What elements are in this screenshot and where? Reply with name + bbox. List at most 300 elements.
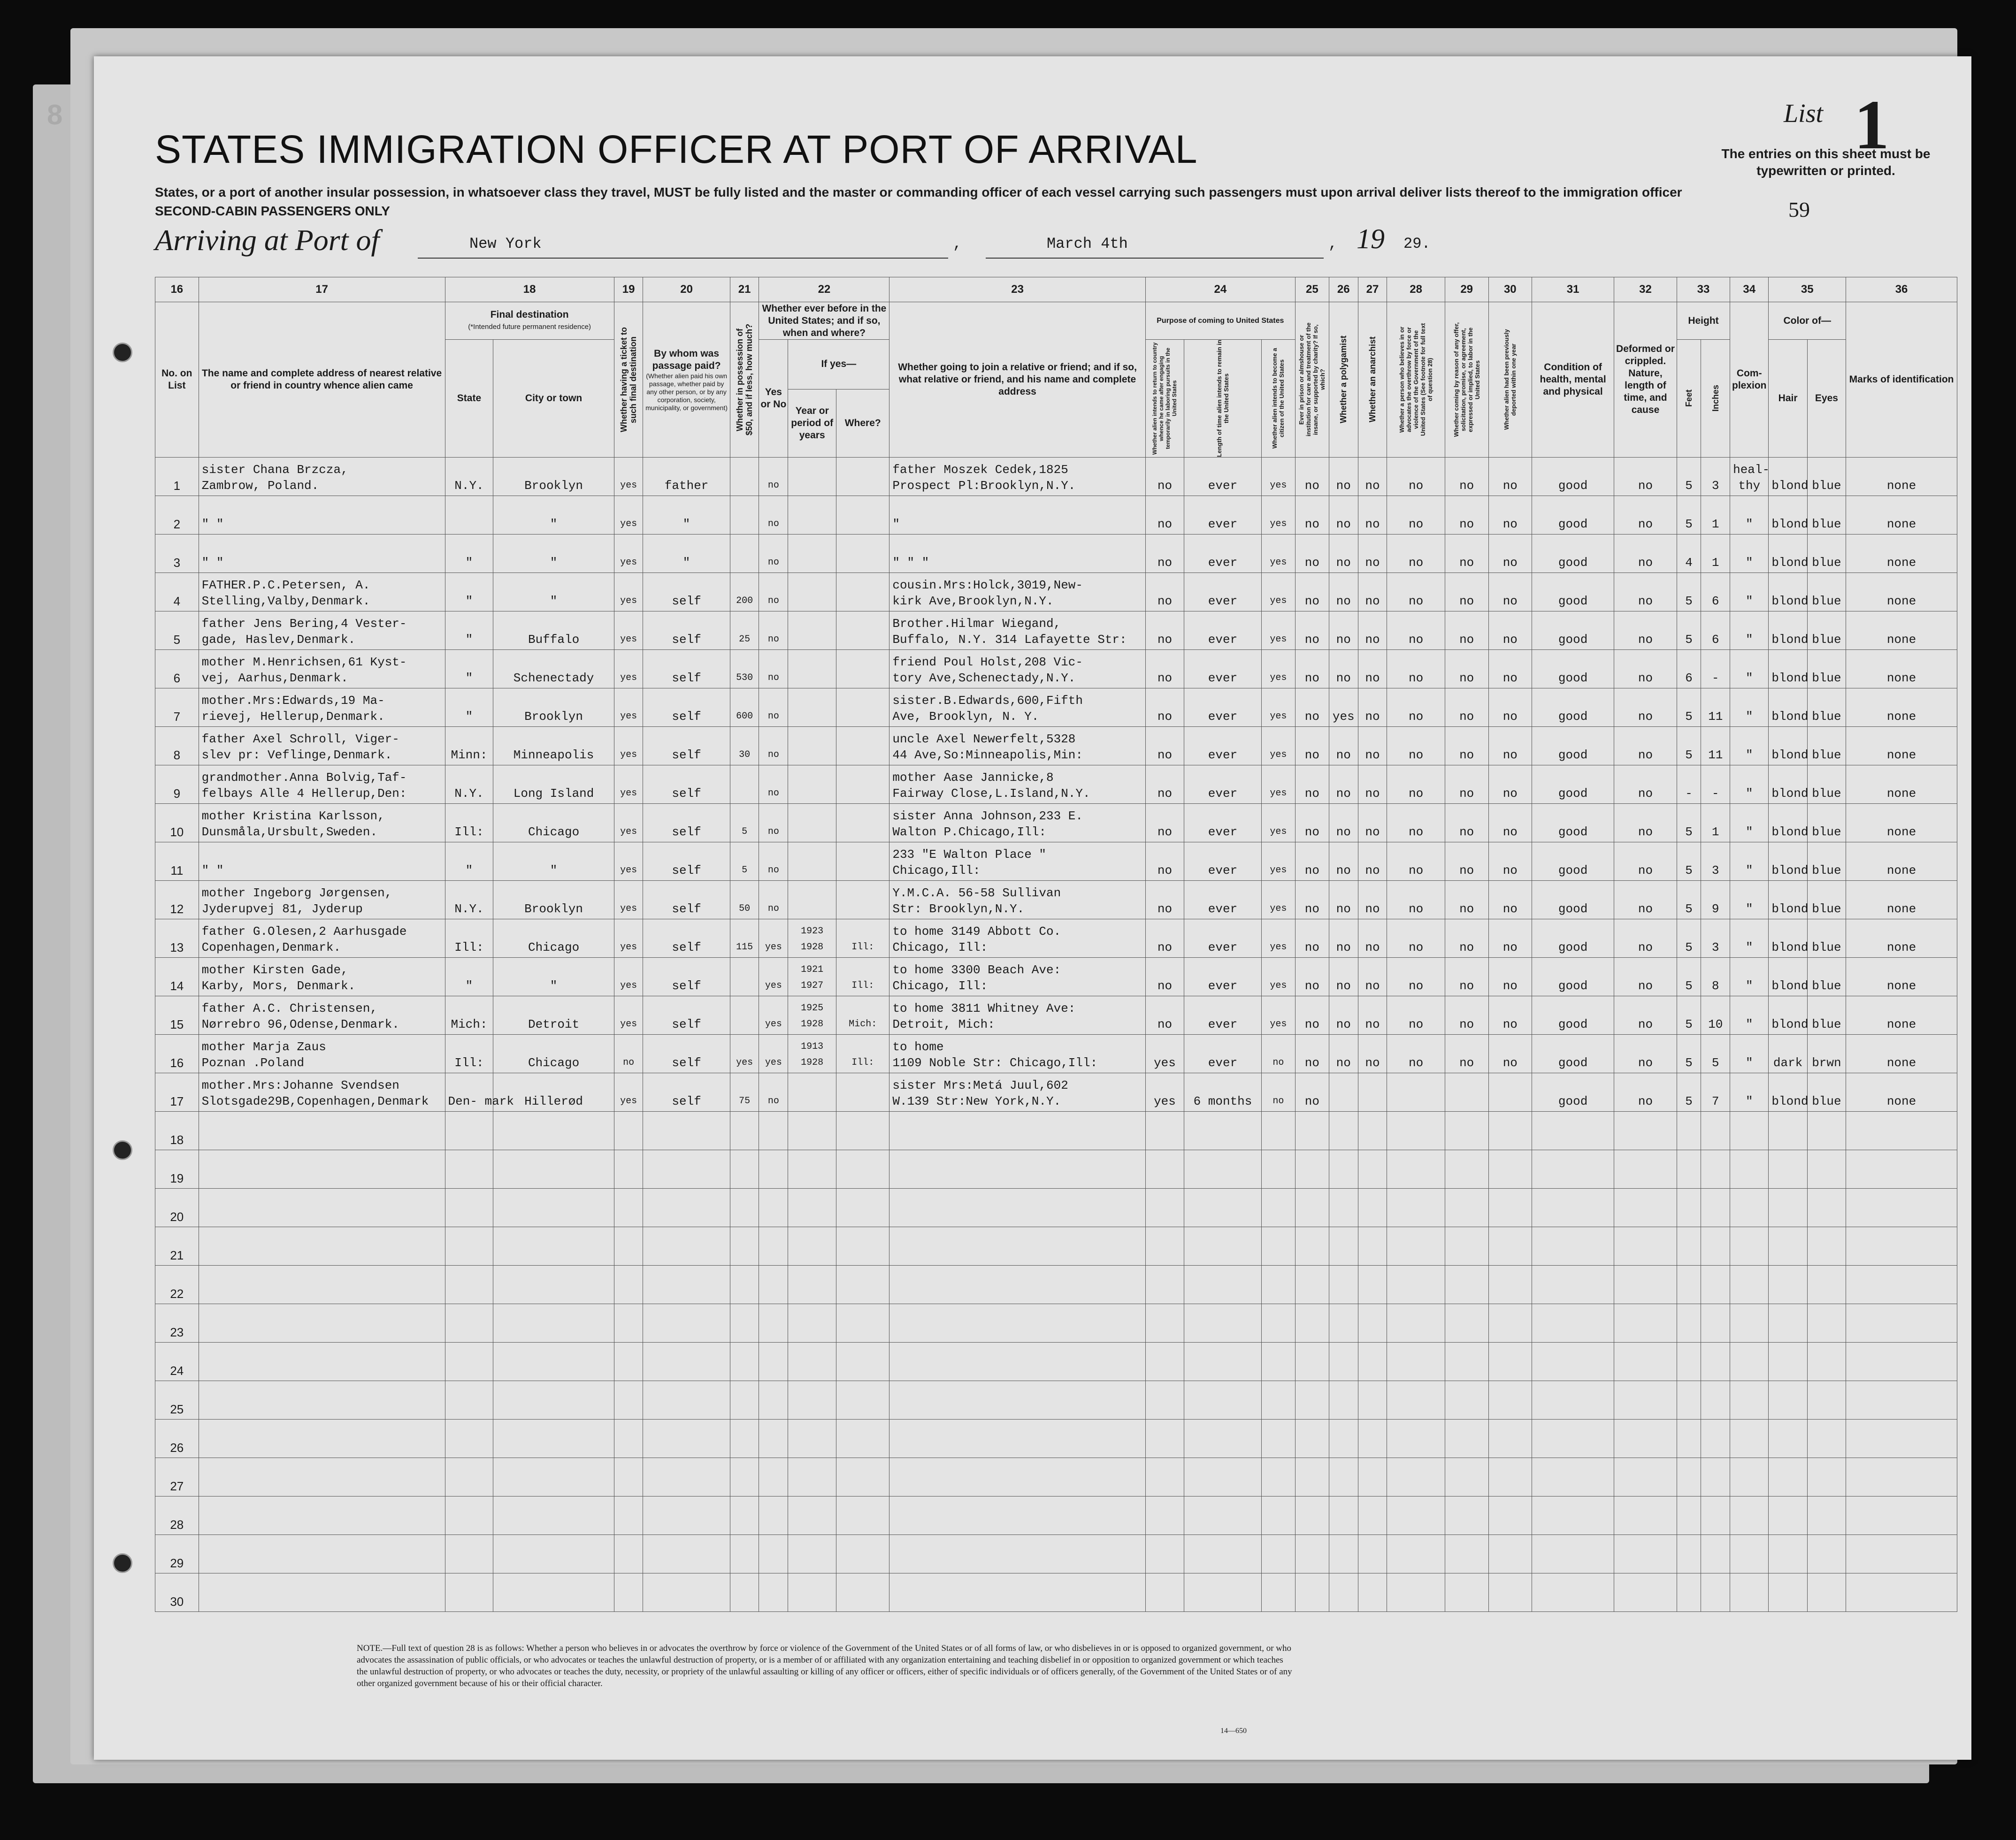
cell-length: ever: [1184, 881, 1262, 919]
header-city: City or town: [493, 340, 614, 458]
cell-anar: no: [1358, 650, 1387, 688]
cell-q28: [1387, 1573, 1445, 1612]
cell-eyes: blue: [1807, 458, 1846, 496]
cell-citizen: yes: [1261, 919, 1295, 958]
header-row-1: [155, 302, 1957, 340]
cell-ticket: [614, 1458, 643, 1496]
cell-city: [493, 1112, 614, 1150]
date-value: March 4th: [1047, 235, 1128, 252]
cell-inches: 3: [1701, 919, 1730, 958]
cell-state: ": [445, 573, 493, 611]
q28-label: Whether a person who believes in or advocates the overthrow by force or violence of the Government of the United States (See footnote for full text of question 28): [1398, 323, 1434, 436]
header-notice: [155, 183, 1751, 221]
cell-return: [1145, 1343, 1184, 1381]
cell-length: [1184, 1381, 1262, 1420]
col-number: 23: [889, 277, 1145, 302]
cell-hair: blond: [1769, 919, 1807, 958]
cell-ticket: [614, 1343, 643, 1381]
cell-eyes: [1807, 1458, 1846, 1496]
cell-where: [836, 534, 889, 573]
cell-city: ": [493, 496, 614, 534]
table-row: [155, 727, 1957, 765]
cell-join-line2: ": [892, 517, 900, 531]
header-relative: The name and complete address of nearest relative or friend in country whence alien came: [199, 302, 445, 458]
cell-anar: [1358, 1458, 1387, 1496]
cell-before: no: [759, 458, 788, 496]
cell-deformed: no: [1614, 611, 1677, 650]
cell-poly: [1329, 1227, 1358, 1266]
cell-city: Chicago: [493, 1035, 614, 1073]
inches-label: Inches: [1710, 385, 1720, 412]
cell-paid: self: [643, 1073, 730, 1112]
cell-money: [730, 1304, 759, 1343]
cell-no: 8: [155, 727, 199, 765]
cell-before: no: [759, 573, 788, 611]
cell-rel-line1: mother Ingeborg Jørgensen,: [201, 886, 392, 900]
cell-eyes: blue: [1807, 534, 1846, 573]
cell-return: no: [1145, 458, 1184, 496]
cell-eyes: [1807, 1227, 1846, 1266]
table-row-empty: [155, 1535, 1957, 1573]
cell-length: [1184, 1420, 1262, 1458]
cell-join-line1: Brother.Hilmar Wiegand,: [892, 617, 1061, 631]
cell-ticket: [614, 1420, 643, 1458]
cell-health: [1532, 1573, 1614, 1612]
punch-hole: [113, 343, 132, 362]
cell-money: [730, 1573, 759, 1612]
cell-feet: [1677, 1266, 1701, 1304]
cell-complexion: [1730, 1112, 1769, 1150]
cell-poly: no: [1329, 919, 1358, 958]
cell-where: [836, 1266, 889, 1304]
header-if-yes: If yes—: [788, 340, 889, 389]
cell-state: [445, 1420, 493, 1458]
cell-citizen: no: [1261, 1035, 1295, 1073]
cell-q28: [1387, 1304, 1445, 1343]
cell-complexion: [1730, 1304, 1769, 1343]
cell-no: 10: [155, 804, 199, 842]
cell-q28: no: [1387, 765, 1445, 804]
cell-complexion: heal- thy: [1730, 458, 1769, 496]
cell-money: [730, 996, 759, 1035]
cell-hair: blond: [1769, 727, 1807, 765]
cell-citizen: no: [1261, 1073, 1295, 1112]
cell-feet: [1677, 1227, 1701, 1266]
cell-no: 26: [155, 1420, 199, 1458]
header-purpose-c: [1261, 340, 1295, 458]
footnote: NOTE.—Full text of question 28 is as follows: Whether a person who believes in or advocates the overthrow by force or violence of the Government of the United States or of all forms of law, or who disbelieves in or is opposed to organized government, or who advocates the assassination of public officials, or who advocates or teaches the unlawful destruction of property, or is a member of or affiliated with any organization entertaining and teaching disbelief in or opposition to organized government or which teaches the unlawful destruction of property, or who advocates or teaches the duty, necessity, or propriety of the unlawful assaulting or killing of any officer or officers, either of specific individuals or of officers generally, of the Government of the United States or of any other organized government because of his or their official character.: [357, 1643, 1292, 1688]
table-row-empty: [155, 1150, 1957, 1189]
cell-state: N.Y.: [445, 765, 493, 804]
cell-paid: self: [643, 919, 730, 958]
cell-deformed: [1614, 1496, 1677, 1535]
cell-length: [1184, 1112, 1262, 1150]
cell-q30: no: [1488, 804, 1532, 842]
cell-q28: no: [1387, 919, 1445, 958]
cell-marks: [1846, 1496, 1957, 1535]
cell-marks: none: [1846, 881, 1957, 919]
cell-q30: [1488, 1535, 1532, 1573]
cell-eyes: blue: [1807, 881, 1846, 919]
cell-city: [493, 1266, 614, 1304]
cell-length: [1184, 1573, 1262, 1612]
cell-year: [788, 881, 836, 919]
cell-complexion: ": [1730, 881, 1769, 919]
cell-money: [730, 458, 759, 496]
cell-eyes: blue: [1807, 1073, 1846, 1112]
cell-ticket: yes: [614, 804, 643, 842]
cell-q29: no: [1445, 919, 1488, 958]
cell-ticket: yes: [614, 650, 643, 688]
cell-rel: [199, 1535, 445, 1573]
cell-complexion: [1730, 1381, 1769, 1420]
cell-q28: [1387, 1266, 1445, 1304]
cell-join-line1: sister Anna Johnson,233 E.: [892, 809, 1083, 823]
cell-q29: [1445, 1073, 1488, 1112]
table-row-empty: [155, 1304, 1957, 1343]
cell-marks: [1846, 1112, 1957, 1150]
cell-paid: self: [643, 1035, 730, 1073]
cell-where: [836, 1420, 889, 1458]
col-number: 27: [1358, 277, 1387, 302]
cell-q28: [1387, 1535, 1445, 1573]
passage-label: By whom was passage paid?: [652, 348, 721, 371]
cell-hair: blond: [1769, 650, 1807, 688]
cell-q28: [1387, 1496, 1445, 1535]
cell-no: 14: [155, 958, 199, 996]
cell-q29: [1445, 1420, 1488, 1458]
punch-hole: [113, 1553, 132, 1573]
cell-q28: no: [1387, 996, 1445, 1035]
col-number: 31: [1532, 277, 1614, 302]
cell-health: good: [1532, 1035, 1614, 1073]
cell-inches: [1701, 1266, 1730, 1304]
cell-health: [1532, 1381, 1614, 1420]
cell-before: [759, 1112, 788, 1150]
cell-city: [493, 1458, 614, 1496]
cell-ticket: yes: [614, 496, 643, 534]
cell-rel: [199, 842, 445, 881]
table-row: [155, 996, 1957, 1035]
cell-return: [1145, 1420, 1184, 1458]
cell-q28: [1387, 1189, 1445, 1227]
cell-citizen: [1261, 1535, 1295, 1573]
cell-money: [730, 1227, 759, 1266]
cell-where: [836, 765, 889, 804]
cell-poly: no: [1329, 496, 1358, 534]
cell-eyes: blue: [1807, 688, 1846, 727]
cell-anar: no: [1358, 688, 1387, 727]
cell-q30: no: [1488, 765, 1532, 804]
table-row-empty: [155, 1381, 1957, 1420]
cell-state: [445, 1381, 493, 1420]
cell-paid: [643, 1458, 730, 1496]
cell-deformed: no: [1614, 534, 1677, 573]
cell-citizen: [1261, 1266, 1295, 1304]
polygamist-label: Whether a polygamist: [1339, 336, 1349, 424]
header-passage: [643, 302, 730, 458]
cell-health: good: [1532, 458, 1614, 496]
cell-q30: [1488, 1343, 1532, 1381]
manifest-sheet: [94, 56, 1971, 1760]
cell-q29: [1445, 1573, 1488, 1612]
cell-q29: no: [1445, 842, 1488, 881]
cell-before: [759, 1266, 788, 1304]
table-row-empty: [155, 1189, 1957, 1227]
cell-deformed: [1614, 1535, 1677, 1573]
cell-no: 19: [155, 1150, 199, 1189]
cell-rel-line1: mother Kristina Karlsson,: [201, 809, 385, 823]
cell-rel-line1: mother Kirsten Gade,: [201, 963, 348, 977]
cell-no: 29: [155, 1535, 199, 1573]
cell-inches: [1701, 1381, 1730, 1420]
cell-complexion: ": [1730, 650, 1769, 688]
cell-poly: no: [1329, 611, 1358, 650]
cell-inches: [1701, 1343, 1730, 1381]
cell-paid: [643, 1227, 730, 1266]
cell-poly: [1329, 1573, 1358, 1612]
cell-ticket: [614, 1189, 643, 1227]
cell-before: no: [759, 765, 788, 804]
cell-paid: father: [643, 458, 730, 496]
cell-join-line2: Chicago,Ill:: [892, 863, 981, 878]
cell-state: Mich:: [445, 996, 493, 1035]
cell-no: 22: [155, 1266, 199, 1304]
cell-join-line2: Detroit, Mich:: [892, 1017, 995, 1031]
cell-hair: blond: [1769, 496, 1807, 534]
table-row: [155, 1035, 1957, 1073]
cell-rel-line2: " ": [201, 517, 224, 531]
cell-paid: self: [643, 727, 730, 765]
cell-year: [788, 611, 836, 650]
cell-feet: 5: [1677, 611, 1701, 650]
cell-rel: [199, 1266, 445, 1304]
cell-rel: [199, 1227, 445, 1266]
cell-city: ": [493, 958, 614, 996]
cell-return: no: [1145, 727, 1184, 765]
cell-deformed: [1614, 1227, 1677, 1266]
cell-where: [836, 842, 889, 881]
sheet-header: [94, 56, 1971, 263]
punch-hole: [113, 1140, 132, 1160]
cell-q30: no: [1488, 534, 1532, 573]
col-number: 25: [1295, 277, 1329, 302]
cell-paid: [643, 1496, 730, 1535]
cell-year: [788, 1266, 836, 1304]
cell-year: [788, 496, 836, 534]
cell-join: [889, 1266, 1145, 1304]
cell-ticket: [614, 1304, 643, 1343]
col-number: 32: [1614, 277, 1677, 302]
cell-eyes: blue: [1807, 996, 1846, 1035]
cell-return: [1145, 1458, 1184, 1496]
cell-year: 1921 1927: [788, 958, 836, 996]
cell-marks: none: [1846, 765, 1957, 804]
cell-join-line1: uncle Axel Newerfelt,5328: [892, 732, 1076, 746]
cell-q29: no: [1445, 765, 1488, 804]
cell-year: [788, 573, 836, 611]
cell-health: good: [1532, 611, 1614, 650]
cell-length: ever: [1184, 573, 1262, 611]
cell-hair: [1769, 1227, 1807, 1266]
cell-money: [730, 1266, 759, 1304]
cell-city: [493, 1227, 614, 1266]
cell-deformed: [1614, 1304, 1677, 1343]
cell-health: good: [1532, 958, 1614, 996]
cell-no: 21: [155, 1227, 199, 1266]
cell-join-line1: to home: [892, 1040, 944, 1054]
cell-deformed: no: [1614, 496, 1677, 534]
cell-return: no: [1145, 842, 1184, 881]
cell-eyes: blue: [1807, 611, 1846, 650]
cell-year: [788, 688, 836, 727]
cell-money: 75: [730, 1073, 759, 1112]
cell-feet: [1677, 1573, 1701, 1612]
cell-citizen: yes: [1261, 688, 1295, 727]
cell-health: [1532, 1227, 1614, 1266]
cell-eyes: [1807, 1150, 1846, 1189]
cell-feet: 5: [1677, 496, 1701, 534]
cell-feet: -: [1677, 765, 1701, 804]
cell-prison: [1295, 1420, 1329, 1458]
cell-length: [1184, 1535, 1262, 1573]
cell-prison: no: [1295, 996, 1329, 1035]
purpose-a-label: Whether alien intends to return to country whence he came after engaging temporarily in laboring pursuits in the United States: [1151, 342, 1178, 455]
cell-no: 17: [155, 1073, 199, 1112]
cell-return: yes: [1145, 1035, 1184, 1073]
cell-state: [445, 1266, 493, 1304]
cell-hair: blond: [1769, 765, 1807, 804]
cell-feet: [1677, 1381, 1701, 1420]
list-label: List: [1784, 99, 1824, 128]
cell-health: good: [1532, 804, 1614, 842]
cell-city: Brooklyn: [493, 688, 614, 727]
cell-health: good: [1532, 573, 1614, 611]
cell-state: Ill:: [445, 919, 493, 958]
cell-q30: no: [1488, 688, 1532, 727]
cell-rel: [199, 1073, 445, 1112]
table-row: [155, 611, 1957, 650]
cell-money: [730, 958, 759, 996]
cell-health: [1532, 1266, 1614, 1304]
cell-hair: blond: [1769, 534, 1807, 573]
list-box: [1699, 86, 1953, 221]
cell-join-line1: sister Mrs:Metá Juul,602: [892, 1078, 1068, 1092]
cell-rel-line2: Stelling,Valby,Denmark.: [201, 594, 370, 608]
cell-join: [889, 1381, 1145, 1420]
cell-join-line1: to home 3300 Beach Ave:: [892, 963, 1061, 977]
cell-anar: no: [1358, 496, 1387, 534]
cell-anar: no: [1358, 919, 1387, 958]
cell-q29: [1445, 1266, 1488, 1304]
form-number: 14—650: [1220, 1727, 1247, 1735]
cell-length: ever: [1184, 765, 1262, 804]
cell-join-line2: Buffalo, N.Y. 314 Lafayette Str:: [892, 633, 1127, 647]
year-prefix: 19: [1357, 223, 1385, 254]
cell-money: 200: [730, 573, 759, 611]
cell-year: [788, 1150, 836, 1189]
cell-marks: none: [1846, 688, 1957, 727]
cell-year: [788, 458, 836, 496]
cell-inches: 11: [1701, 688, 1730, 727]
cell-health: good: [1532, 842, 1614, 881]
cell-money: [730, 1189, 759, 1227]
cell-rel-line2: Zambrow, Poland.: [201, 479, 319, 493]
cell-poly: no: [1329, 881, 1358, 919]
cell-hair: [1769, 1458, 1807, 1496]
cell-no: 9: [155, 765, 199, 804]
cell-no: 15: [155, 996, 199, 1035]
cell-anar: [1358, 1266, 1387, 1304]
cell-join: [889, 573, 1145, 611]
cell-city: Schenectady: [493, 650, 614, 688]
cell-where: Ill:: [836, 919, 889, 958]
cell-q30: [1488, 1112, 1532, 1150]
col-number: 16: [155, 277, 199, 302]
cell-complexion: [1730, 1420, 1769, 1458]
cell-ticket: yes: [614, 1073, 643, 1112]
cell-money: [730, 1496, 759, 1535]
cell-eyes: blue: [1807, 804, 1846, 842]
cell-feet: 5: [1677, 958, 1701, 996]
cell-q29: [1445, 1112, 1488, 1150]
cell-state: Ill:: [445, 804, 493, 842]
cell-health: [1532, 1189, 1614, 1227]
cell-rel-line2: vej, Aarhus,Denmark.: [201, 671, 348, 685]
cell-q30: no: [1488, 881, 1532, 919]
cell-deformed: no: [1614, 919, 1677, 958]
header-purpose-b: [1184, 340, 1262, 458]
header-marks: Marks of identification: [1846, 302, 1957, 458]
cell-q28: no: [1387, 688, 1445, 727]
cell-rel: [199, 573, 445, 611]
cell-city: ": [493, 534, 614, 573]
cell-paid: [643, 1266, 730, 1304]
cell-join-line2: Walton P.Chicago,Ill:: [892, 825, 1046, 839]
cell-year: 1923 1928: [788, 919, 836, 958]
cell-hair: [1769, 1535, 1807, 1573]
cell-health: [1532, 1420, 1614, 1458]
cell-money: 115: [730, 919, 759, 958]
header-color-of: Color of—: [1769, 302, 1846, 340]
cell-ticket: [614, 1381, 643, 1420]
cell-complexion: ": [1730, 804, 1769, 842]
cell-ticket: yes: [614, 727, 643, 765]
cell-join-line2: Chicago, Ill:: [892, 940, 988, 954]
cell-q30: no: [1488, 996, 1532, 1035]
header-before-us: Whether ever before in the United States; and if so, when and where?: [759, 302, 889, 340]
cell-before: no: [759, 1073, 788, 1112]
cell-rel: [199, 1189, 445, 1227]
cell-anar: no: [1358, 958, 1387, 996]
cell-city: Chicago: [493, 804, 614, 842]
cell-feet: [1677, 1150, 1701, 1189]
cell-marks: [1846, 1227, 1957, 1266]
cell-ticket: yes: [614, 534, 643, 573]
cell-q29: no: [1445, 996, 1488, 1035]
cell-marks: none: [1846, 842, 1957, 881]
cell-ticket: yes: [614, 611, 643, 650]
cell-poly: no: [1329, 1035, 1358, 1073]
table-row-empty: [155, 1227, 1957, 1266]
cell-ticket: yes: [614, 958, 643, 996]
cell-complexion: [1730, 1496, 1769, 1535]
cell-return: [1145, 1496, 1184, 1535]
cell-state: [445, 1304, 493, 1343]
cell-poly: no: [1329, 958, 1358, 996]
cell-year: [788, 1189, 836, 1227]
cell-citizen: yes: [1261, 765, 1295, 804]
